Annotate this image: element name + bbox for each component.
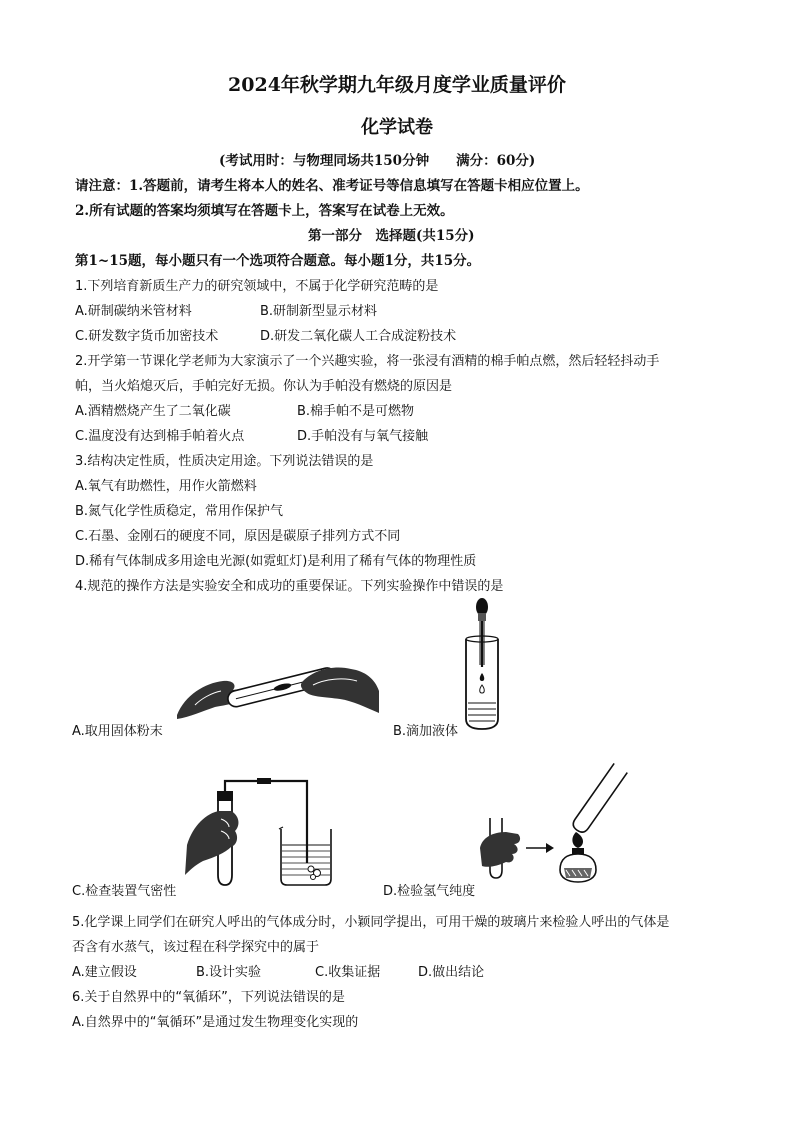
q3-stem: 3.结构决定性质，性质决定用途。下列说法错误的是 [75, 454, 374, 469]
q2-option-d: D.手帕没有与氧气接触 [297, 429, 429, 444]
q4-stem: 4.规范的操作方法是实验安全和成功的重要保证。下列实验操作中错误的是 [75, 579, 504, 594]
q2-stem-line2: 帕，当火焰熄灭后，手帕完好无损。你认为手帕没有燃烧的原因是 [75, 379, 453, 394]
q5-stem-line2: 否含有水蒸气，该过程在科学探究中的属于 [72, 940, 320, 955]
q6-stem: 6.关于自然界中的“氧循环”，下列说法错误的是 [72, 990, 345, 1005]
q3-option-d: D.稀有气体制成多用途电光源(如霓虹灯)是利用了稀有气体的物理性质 [75, 554, 477, 569]
q6-option-a: A.自然界中的“氧循环”是通过发生物理变化实现的 [72, 1015, 359, 1030]
q3-option-a: A.氧气有助燃性，用作火箭燃料 [75, 479, 257, 494]
q1-option-c: C.研发数字货币加密技术 [75, 329, 219, 344]
dropper-test-tube-illustration [462, 595, 502, 733]
q2-stem-line1: 2.开学第一节课化学老师为大家演示了一个兴趣实验，将一张浸有酒精的棉手帕点燃，然后轻轻抖动手 [75, 354, 660, 369]
page-subtitle: 化学试卷 [361, 117, 433, 138]
hydrogen-purity-test-illustration [478, 762, 638, 888]
q4-option-d: D.检验氢气纯度 [383, 884, 476, 899]
airtightness-check-illustration [185, 775, 340, 887]
part1-instruction: 第1~15题，每小题只有一个选项符合题意。每小题1分，共15分。 [75, 253, 481, 269]
q2-option-a: A.酒精燃烧产生了二氧化碳 [75, 404, 231, 419]
q4-option-b: B.滴加液体 [393, 724, 459, 739]
q1-stem: 1.下列培育新质生产力的研究领域中，不属于化学研究范畴的是 [75, 279, 439, 294]
q4-option-a: A.取用固体粉末 [72, 724, 163, 739]
exam-info: (考试用时：与物理同场共150分钟 满分：60分) [219, 153, 536, 169]
q2-option-b: B.棉手帕不是可燃物 [297, 404, 415, 419]
q1-option-a: A.研制碳纳米管材料 [75, 304, 192, 319]
q5-option-c: C.收集证据 [315, 965, 381, 980]
q5-option-b: B.设计实验 [196, 965, 262, 980]
q3-option-c: C.石墨、金刚石的硬度不同，原因是碳原子排列方式不同 [75, 529, 401, 544]
q1-option-b: B.研制新型显示材料 [260, 304, 378, 319]
q5-option-d: D.做出结论 [418, 965, 485, 980]
q5-stem-line1: 5.化学课上同学们在研究人呼出的气体成分时，小颖同学提出，可用干燥的玻璃片来检验人呼出的气体是 [72, 915, 670, 930]
part1-heading: 第一部分 选择题(共15分) [308, 228, 475, 244]
notice-1: 请注意：1.答题前，请考生将本人的姓名、准考证号等信息填写在答题卡相应位置上。 [75, 178, 589, 194]
powder-transfer-illustration [175, 655, 380, 720]
q5-option-a: A.建立假设 [72, 965, 137, 980]
page-title: 2024年秋学期九年级月度学业质量评价 [228, 74, 566, 96]
q1-option-d: D.研发二氧化碳人工合成淀粉技术 [260, 329, 457, 344]
q3-option-b: B.氮气化学性质稳定，常用作保护气 [75, 504, 284, 519]
q2-option-c: C.温度没有达到棉手帕着火点 [75, 429, 245, 444]
notice-2: 2.所有试题的答案均须填写在答题卡上，答案写在试卷上无效。 [75, 203, 454, 219]
q4-option-c: C.检查装置气密性 [72, 884, 177, 899]
